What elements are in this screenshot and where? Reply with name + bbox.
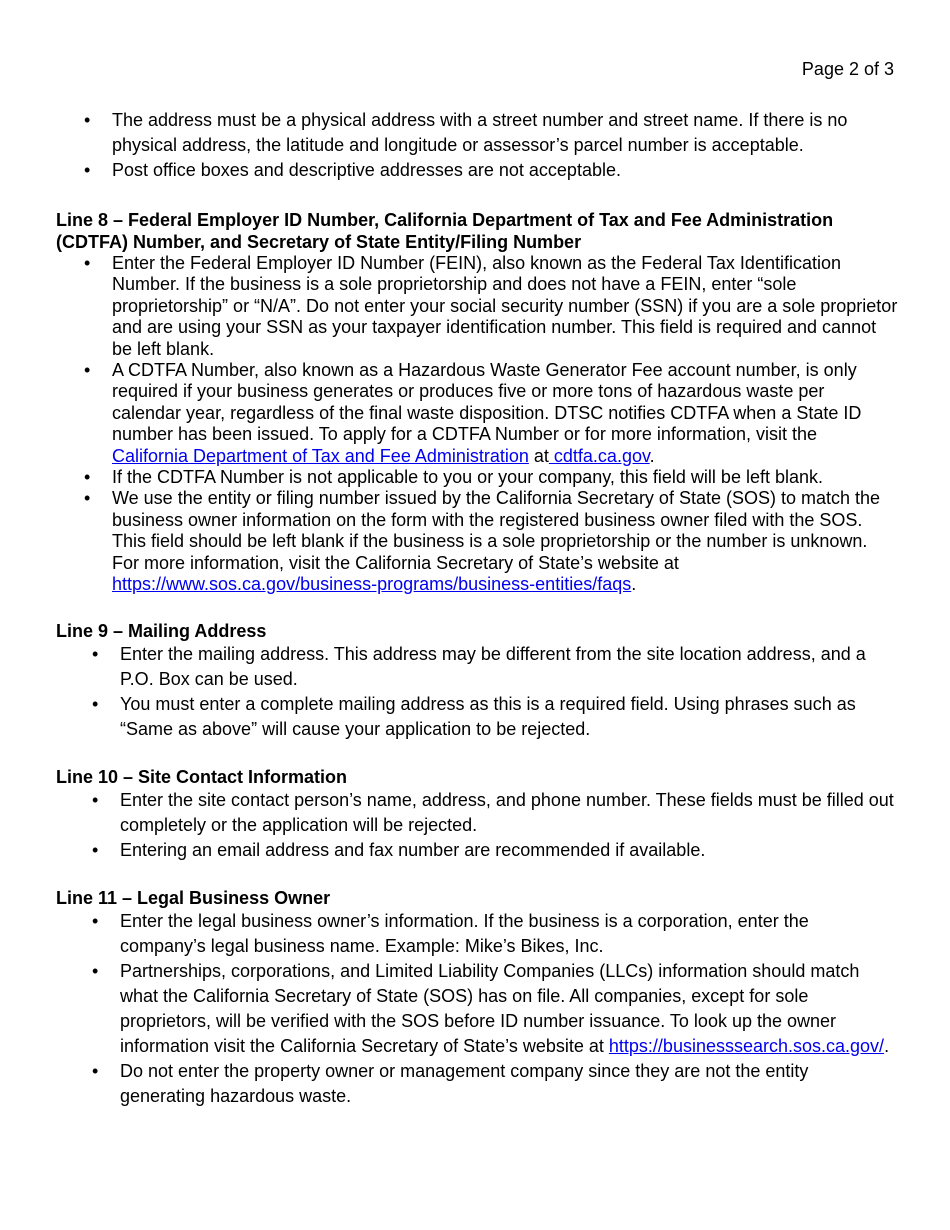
list-item: • The address must be a physical address with a street number and street name. If there is no physical address, the latitude and longitude or assessor’s parcel number is acceptable. (56, 108, 898, 158)
line-8-bullet-list (56, 253, 898, 596)
list-item-text: . (649, 445, 655, 466)
list-item (56, 360, 898, 467)
line-11-bullet-list (56, 909, 898, 1109)
page-number: Page 2 of 3 (801, 59, 894, 79)
list-item: • Enter the site contact person’s name, address, and phone number. These fields must be filled out completely or the application will be rejected. (56, 788, 898, 838)
document-body (56, 108, 898, 1109)
section-line-11 (56, 887, 898, 1109)
section-line-9 (56, 620, 898, 742)
section-line-10 (56, 766, 898, 863)
list-item: • Enter the legal business owner’s information. If the business is a corporation, enter the company’s legal business name. Example: Mike’s Bikes, Inc. (56, 909, 898, 959)
section-line-8 (56, 209, 898, 596)
list-item: • If the CDTFA Number is not applicable to you or your company, this field will be left blank. (56, 467, 898, 488)
section-heading: Line 11 – Legal Business Owner (56, 887, 331, 908)
list-item-text: We use the entity or filing number issued by the California Secretary of State (SOS) to match the business owner information on the form with the registered business owner filed with the SOS. This field should be left blank if the business is a sole proprietorship or the number is unknown. For more information, visit the California Secretary of State’s website at (112, 488, 881, 573)
list-item-text: A CDTFA Number, also known as a Hazardous Waste Generator Fee account number, is only required if your business generates or produces five or more tons of hazardous waste per calendar year, regardless of the final waste disposition. DTSC notifies CDTFA when a State ID number has been issued. To apply for a CDTFA Number or for more information, visit the (112, 360, 862, 445)
list-item-text: Partnerships, corporations, and Limited Liability Companies (LLCs) information should match what the California Secretary of State (SOS) has on file. All companies, except for sole proprietors, will be verified with the SOS before ID number issuance. To look up the owner information visit the California Secretary of State’s website at (120, 960, 860, 1056)
sos-faqs-link[interactable]: https://www.sos.ca.gov/business-programs/business-entities/faqs (112, 574, 632, 595)
list-item: • Post office boxes and descriptive addresses are not acceptable. (56, 158, 898, 183)
cdtfa-link[interactable]: California Department of Tax and Fee Administration (112, 445, 529, 466)
business-search-link[interactable]: https://businesssearch.sos.ca.gov/ (608, 1035, 885, 1056)
section-heading: Line 9 – Mailing Address (56, 620, 267, 641)
cdtfa-website-link[interactable]: cdtfa.ca.gov (548, 445, 650, 466)
list-item-text: at (528, 445, 549, 466)
line-9-bullet-list (56, 642, 898, 742)
list-item: • Entering an email address and fax number are recommended if available. (56, 838, 898, 863)
list-item-text: . (884, 1035, 890, 1056)
list-item: • You must enter a complete mailing address as this is a required field. Using phrases such as “Same as above” will cause your application to be rejected. (56, 692, 898, 742)
list-item: • Do not enter the property owner or management company since they are not the entity generating hazardous waste. (56, 1059, 898, 1109)
list-item-text: . (631, 574, 637, 595)
list-item (56, 959, 898, 1059)
list-item: • Enter the mailing address. This address may be different from the site location address, and a P.O. Box can be used. (56, 642, 898, 692)
list-item (56, 488, 898, 595)
list-item: • Enter the Federal Employer ID Number (FEIN), also known as the Federal Tax Identification Number. If the business is a sole proprietorship and does not have a FEIN, enter “sole proprietorship” or “N/A”. Do not enter your social security number (SSN) if you are a sole proprietor and are using your SSN as your taxpayer identification number. This field is required and cannot be left blank. (56, 253, 898, 360)
section-heading: Line 10 – Site Contact Information (56, 766, 348, 787)
line-10-bullet-list (56, 788, 898, 863)
intro-bullet-list (56, 108, 898, 183)
section-heading: Line 8 – Federal Employer ID Number, California Department of Tax and Fee Administration (CDTFA) Number, and Secretary of State Entity/Filing Number (56, 210, 834, 252)
